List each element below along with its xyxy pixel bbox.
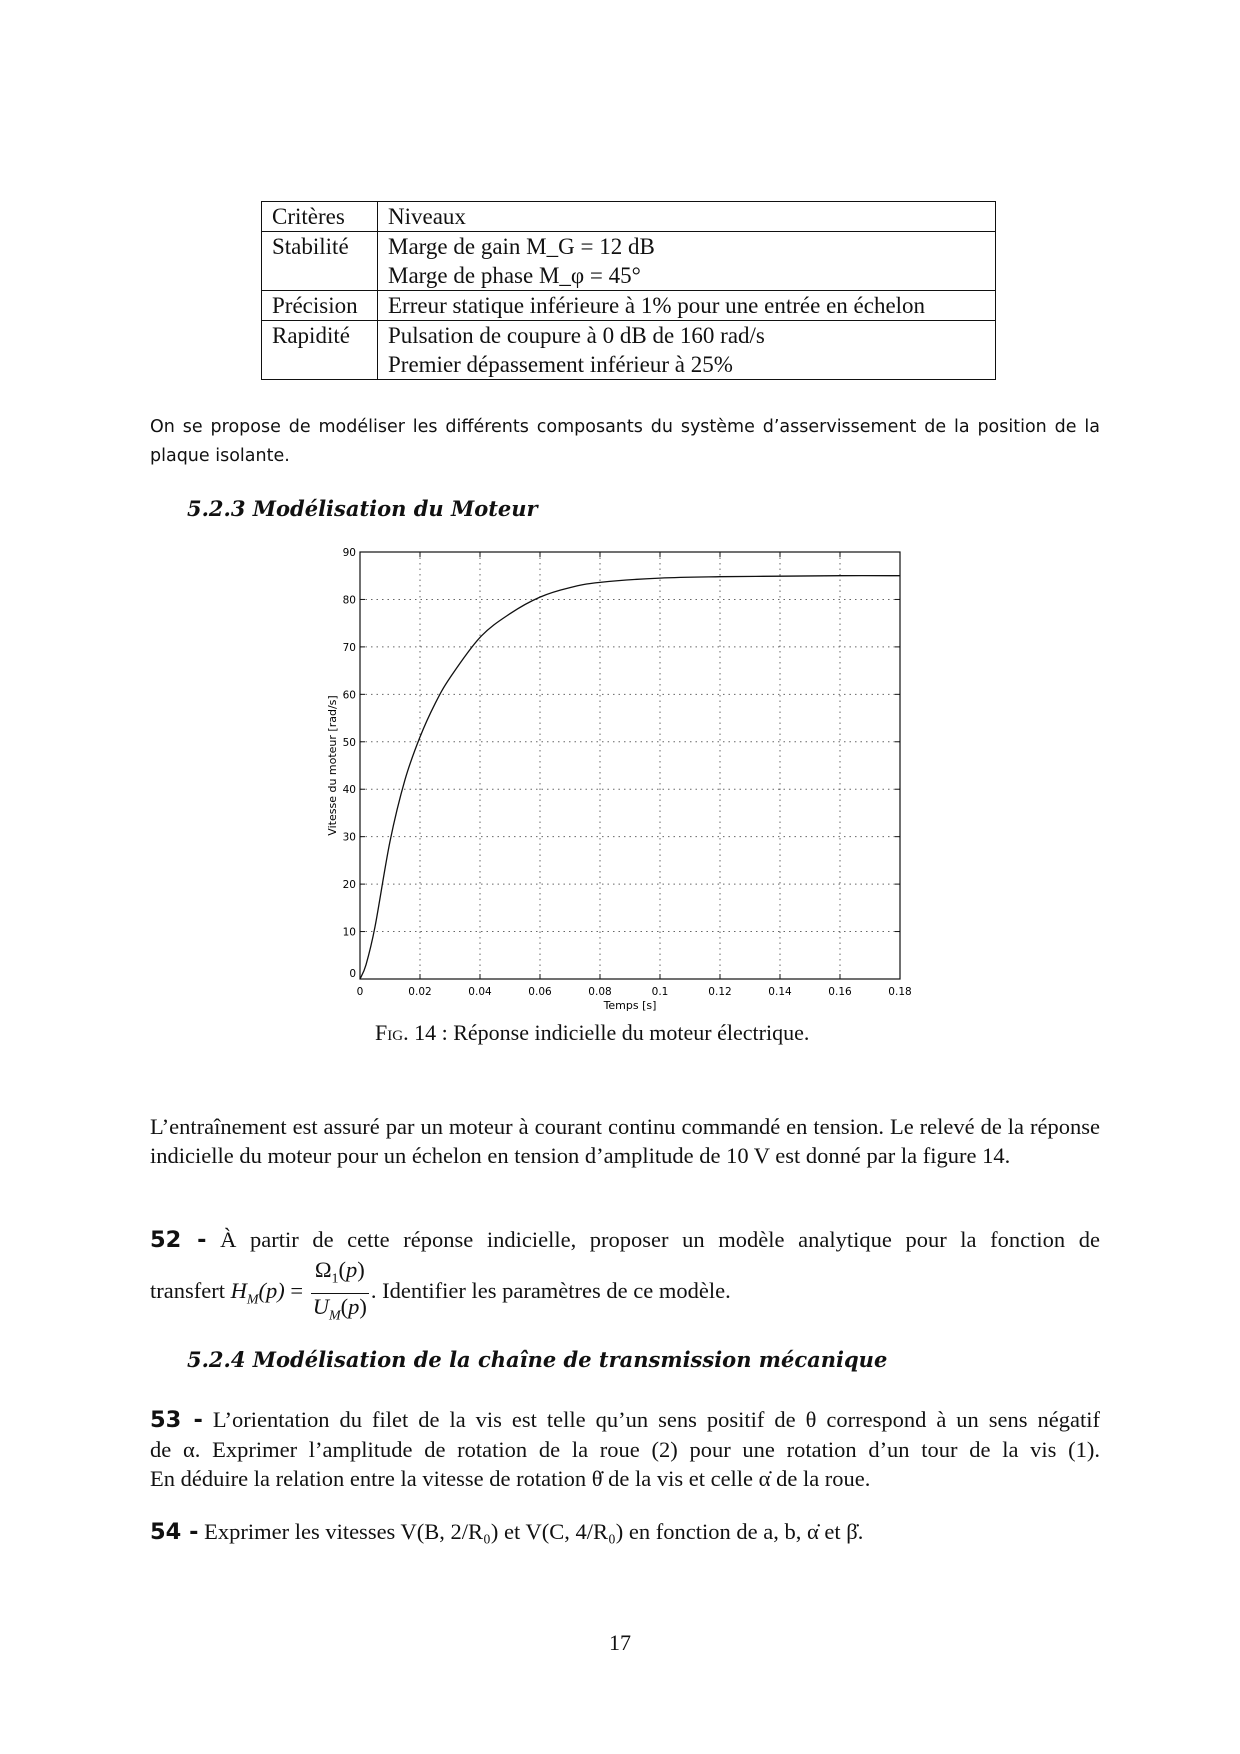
y-tick-label: 70 — [342, 641, 356, 654]
niveau-line: Erreur statique inférieure à 1% pour une entrée en échelon — [388, 293, 926, 318]
section-heading-523: 5.2.3 Modélisation du Moteur — [187, 496, 538, 521]
question-text: transfert — [150, 1278, 225, 1304]
question-text: À partir de cette réponse indicielle, proposer un modèle analytique pour la fonction de — [220, 1227, 1101, 1252]
table-row — [262, 321, 996, 380]
niveau-line: Marge de phase M_φ = 45° — [388, 263, 641, 288]
caption-prefix: Fig. — [375, 1020, 409, 1045]
table-cell-niveaux — [378, 321, 996, 380]
question-number: 53 - — [150, 1407, 203, 1433]
niveau-line: Pulsation de coupure à 0 dB de 160 rad/s — [388, 323, 765, 348]
question-52-line2: transfert $H_M(p)$ = $\frac{\Omega_1(p)}{U_M(p)}$ . Identifier les paramètres de ce modèle. — [150, 1257, 731, 1329]
x-tick-label: 0.02 — [408, 986, 432, 998]
series-line — [360, 576, 900, 979]
x-tick-label: 0.08 — [588, 986, 612, 998]
question-53 — [150, 1405, 1100, 1493]
table-cell-critere: Rapidité — [262, 321, 378, 380]
table-header-criteres: Critères — [262, 202, 378, 232]
question-text: . Identifier les paramètres de ce modèle. — [370, 1278, 731, 1304]
figure-caption — [375, 1020, 809, 1046]
y-tick-label: 50 — [342, 736, 356, 749]
transfer-function: $H_M(p)$ — [230, 1278, 285, 1308]
chart-grid — [360, 552, 900, 979]
y-tick-label: 40 — [342, 784, 356, 797]
chart-ticks — [343, 547, 912, 998]
x-tick-label: 0.16 — [828, 986, 852, 998]
y-tick-label: 80 — [342, 594, 356, 607]
paragraph-entrainement: L’entraînement est assuré par un moteur à courant continu commandé en tension. Le relevé de la réponse indicielle du moteur pour un échelon en tension d’amplitude de 10 V est donné par la figure 14. — [150, 1114, 1100, 1168]
y-tick-label: 10 — [342, 926, 356, 939]
page-number: 17 — [609, 1630, 631, 1655]
x-tick-label: 0.1 — [651, 986, 669, 998]
section-heading-524: 5.2.4 Modélisation de la chaîne de transmission mécanique — [187, 1347, 888, 1372]
y-axis-label: Vitesse du moteur [rad/s] — [326, 695, 339, 836]
niveau-line: Marge de gain M_G = 12 dB — [388, 234, 655, 259]
motor-step-response-chart — [320, 545, 920, 1020]
x-tick-label: 0.04 — [468, 986, 492, 998]
y-tick-label: 90 — [342, 547, 356, 559]
question-54 — [150, 1517, 1100, 1547]
table-cell-niveaux — [378, 232, 996, 291]
question-52-line1 — [150, 1225, 1100, 1255]
question-text: de α. Exprimer l’amplitude de rotation de la roue (2) pour une rotation d’un tour de la vis (1). — [150, 1437, 1100, 1462]
table-row — [262, 232, 996, 291]
y-tick-label: 20 — [342, 879, 356, 892]
table-cell-critere: Stabilité — [262, 232, 378, 291]
question-text: En déduire la relation entre la vitesse de rotation θ̇ de la vis et celle α̇ de la roue. — [150, 1466, 871, 1491]
x-tick-label: 0.12 — [708, 986, 732, 998]
table-header-niveaux: Niveaux — [388, 204, 466, 229]
intro-paragraph: On se propose de modéliser les différents composants du système d’asservissement de la position de la plaque isolante. — [150, 417, 1100, 466]
x-tick-label: 0.14 — [768, 986, 792, 998]
caption-text: 14 : Réponse indicielle du moteur électrique. — [414, 1020, 810, 1045]
niveau-line: Premier dépassement inférieur à 25% — [388, 352, 733, 377]
criteria-table — [261, 201, 996, 380]
question-number: 54 - — [150, 1519, 199, 1545]
y-tick-label: 60 — [342, 689, 356, 702]
question-text: Exprimer les vitesses V(B, 2/R₀) et V(C, 4/R₀) en fonction de a, b, α̇ et β̇. — [204, 1519, 864, 1544]
table-row — [262, 291, 996, 321]
table-cell-critere: Précision — [262, 291, 378, 321]
x-tick-label: 0.18 — [888, 986, 912, 998]
x-tick-label: 0.06 — [528, 986, 552, 998]
transfer-fraction: $\frac{\Omega_1(p)}{U_M(p)}$ — [312, 1257, 367, 1323]
x-tick-label: 0 — [356, 986, 364, 998]
question-text: L’orientation du filet de la vis est telle qu’un sens positif de θ correspond à un sens négatif — [212, 1407, 1101, 1432]
table-cell-niveaux — [378, 291, 996, 321]
y-tick-label: 30 — [342, 831, 356, 844]
y-tick-label: 0 — [349, 968, 356, 980]
question-number: 52 - — [150, 1227, 207, 1253]
plot-frame — [360, 552, 900, 979]
x-axis-label: Temps [s] — [603, 999, 657, 1012]
